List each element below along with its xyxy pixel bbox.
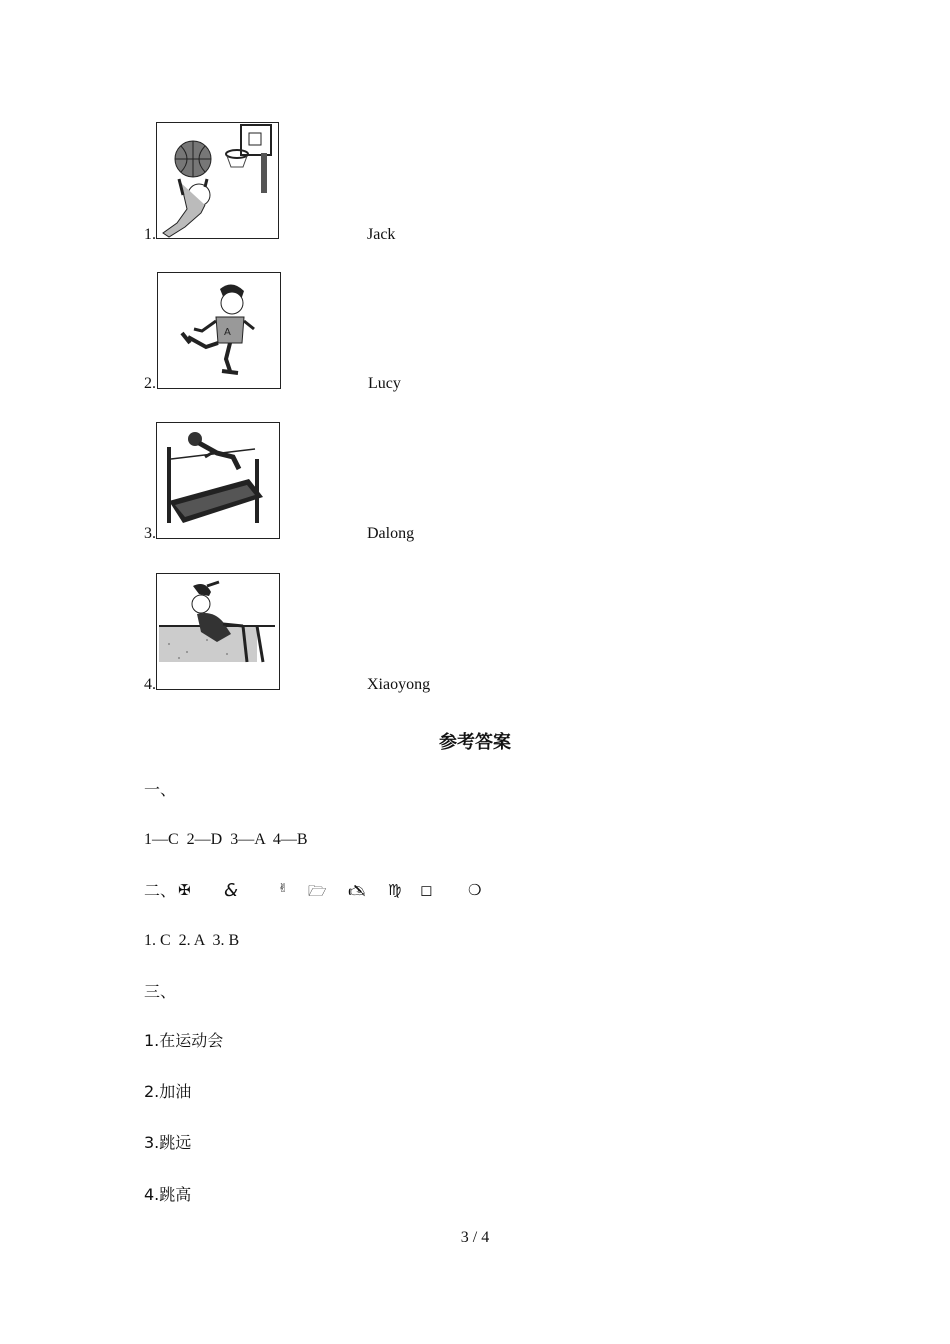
item-3-number: 3. [144, 525, 156, 542]
part3-item-3: 3.跳远 [144, 1133, 192, 1152]
long-jump-icon [157, 574, 279, 689]
answers-heading: 参考答案 [439, 732, 511, 753]
part3-item-4: 4.跳高 [144, 1185, 192, 1204]
high-jump-icon [157, 423, 279, 538]
part1-answer: 1—C 2—D 3—A 4—B [144, 831, 308, 848]
long-jump-picture [156, 573, 280, 690]
svg-text:A: A [224, 327, 231, 338]
part1-label: 一、 [144, 780, 177, 799]
basketball-icon [157, 123, 278, 238]
part2-label: 二、 [144, 881, 177, 900]
square-icon: ◻ [420, 881, 433, 899]
item-1-name: Jack [367, 226, 396, 243]
page-number: 3 / 4 [460, 1229, 490, 1246]
item-2-number: 2. [144, 375, 156, 392]
victory-hand-icon: ✌ [278, 881, 289, 895]
part3-item-1: 1.在运动会 [144, 1031, 224, 1050]
circle-icon: ❍ [468, 881, 482, 899]
open-folder-icon: 🗁 [308, 882, 327, 900]
ampersand-icon: & [224, 880, 239, 901]
running-picture [157, 272, 281, 389]
high-jump-picture [156, 422, 280, 539]
item-4-name: Xiaoyong [367, 676, 431, 693]
item-2-name: Lucy [368, 375, 401, 392]
writing-hand-icon: 🖎 [348, 882, 366, 900]
basketball-picture [156, 122, 279, 239]
part2-answer: 1. C 2. A 3. B [144, 932, 240, 949]
part3-label: 三、 [144, 982, 177, 1001]
item-4-number: 4. [144, 676, 156, 693]
part3-item-2: 2.加油 [144, 1082, 192, 1101]
item-3-name: Dalong [367, 525, 415, 542]
virgo-icon: ♍ [388, 881, 402, 899]
maltese-cross-icon: ✠ [178, 881, 191, 899]
item-1-number: 1. [144, 226, 156, 243]
running-boy-icon [158, 273, 280, 388]
